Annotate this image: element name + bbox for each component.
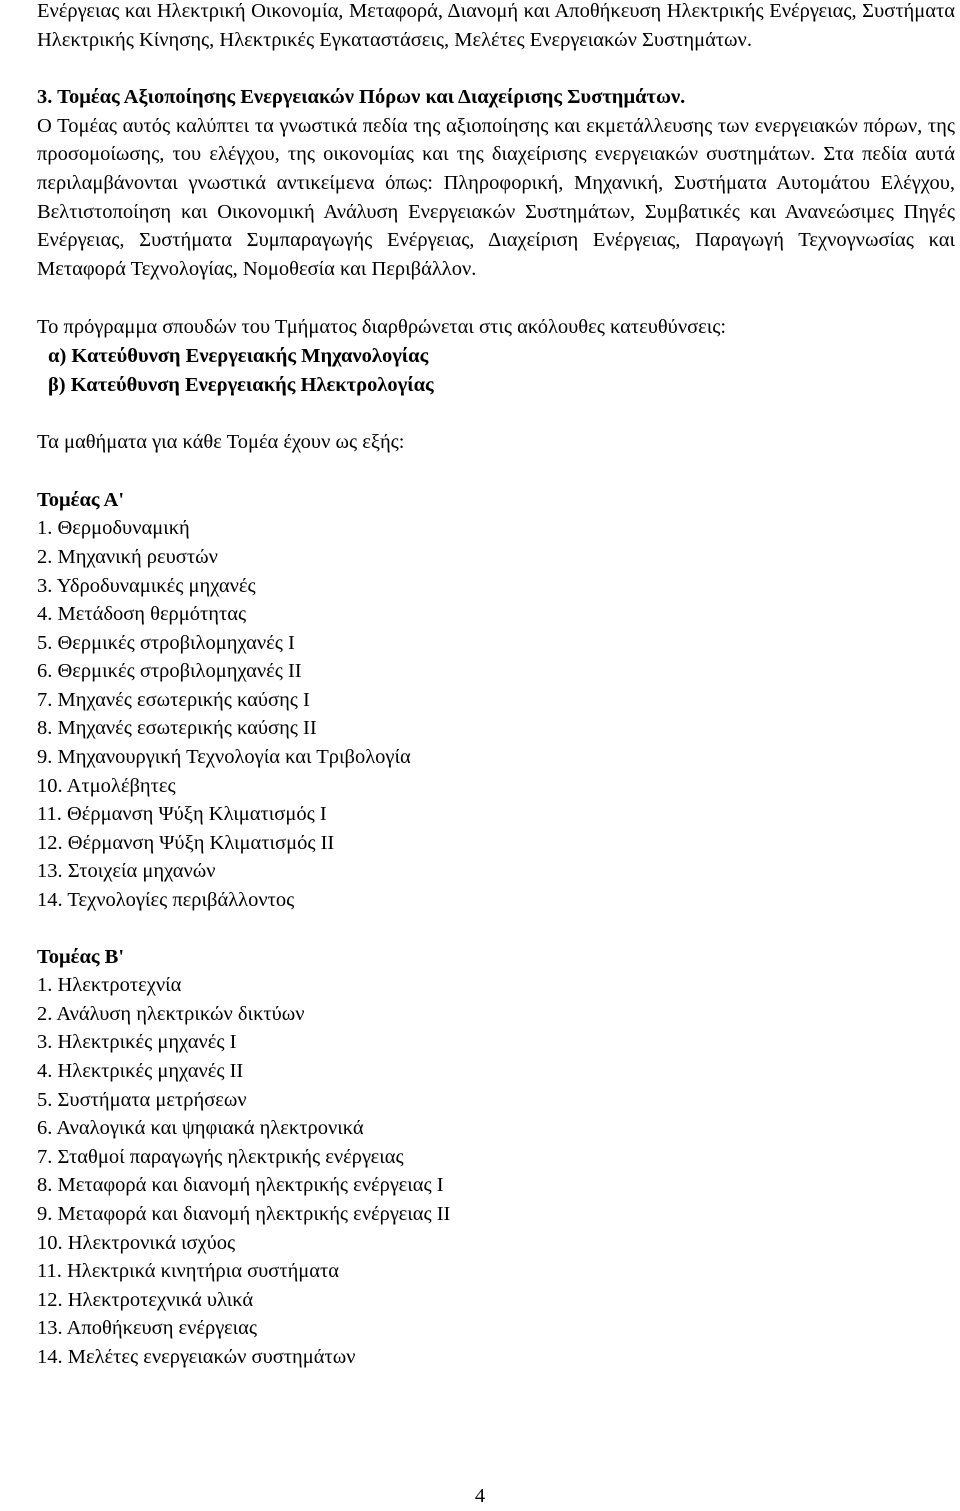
list-item: 10. Ατμολέβητες [37, 774, 176, 797]
page-number: 4 [474, 1485, 486, 1507]
list-item: 5. Θερμικές στροβιλομηχανές Ι [37, 631, 295, 654]
list-item: 7. Μηχανές εσωτερικής καύσης Ι [37, 688, 310, 711]
list-item: 8. Μηχανές εσωτερικής καύσης ΙΙ [37, 717, 317, 740]
list-item: 14. Μελέτες ενεργειακών συστημάτων [37, 1345, 356, 1368]
list-item: 4. Ηλεκτρικές μηχανές ΙΙ [37, 1060, 244, 1082]
list-item: 11. Θέρμανση Ψύξη Κλιματισμός Ι [37, 803, 327, 826]
list-item: 10. Ηλεκτρονικά ισχύος [37, 1231, 236, 1254]
list-item: 3. Ηλεκτρικές μηχανές Ι [37, 1031, 237, 1054]
orientation-mechanical: α) Κατεύθυνση Ενεργειακής Μηχανολογίας [48, 344, 429, 367]
list-item: 8. Μεταφορά και διανομή ηλεκτρικής ενέργειας Ι [37, 1174, 444, 1197]
section-3-body: Ο Τομέας αυτός καλύπτει τα γνωστικά πεδία της αξιοποίησης και εκμετάλλευσης των ενεργειακών πόρων, της προσομοίωσης, του ελέγχου, της οικονομίας και της διαχείρισης ενεργειακών συστημάτων. Στα πεδία αυτά περιλαμβάνονται γνωστικά αντικείμενα όπως: Πληροφορική, Μηχανική, Συστήματα Αυτομάτου Ελέγχου, Βελτιστοποίηση και Οικονομική Ανάλυση Ενεργειακών Συστημάτων, Συμβατικές και Ανανεώσιμες Πηγές Ενέργειας, Συστήματα Συμπαραγωγής Ενέργειας, Διαχείριση Ενέργειας, Παραγωγή Τεχνογνωσίας και Μεταφορά Τεχνολογίας, Νομοθεσία και Περιβάλλον. [37, 114, 955, 280]
list-item: 7. Σταθμοί παραγωγής ηλεκτρικής ενέργειας [37, 1145, 404, 1168]
list-item: 12. Θέρμανση Ψύξη Κλιματισμός ΙΙ [37, 831, 335, 854]
orientations-intro: Το πρόγραμμα σπουδών του Τμήματος διαρθρώνεται στις ακόλουθες κατευθύνσεις: [37, 316, 727, 339]
sector-a-title: Τομέας Α' [37, 488, 125, 511]
list-item: 13. Στοιχεία μηχανών [37, 860, 216, 883]
list-item: 9. Μεταφορά και διανομή ηλεκτρικής ενέργειας ΙΙ [37, 1202, 451, 1225]
section-3-heading: 3. Τομέας Αξιοποίησης Ενεργειακών Πόρων και Διαχείρισης Συστημάτων. [37, 86, 686, 109]
list-item: 12. Ηλεκτροτεχνικά υλικά [37, 1288, 254, 1311]
list-item: 6. Θερμικές στροβιλομηχανές ΙΙ [37, 660, 302, 683]
list-item: 2. Μηχανική ρευστών [37, 545, 218, 568]
sector-b-course-list [37, 971, 955, 1371]
courses-intro: Τα μαθήματα για κάθε Τομέα έχουν ως εξής: [37, 431, 405, 454]
list-item: 14. Τεχνολογίες περιβάλλοντος [37, 889, 295, 912]
list-item: 9. Μηχανουργική Τεχνολογία και Τριβολογία [37, 746, 411, 769]
list-item: 1. Ηλεκτροτεχνία [37, 974, 182, 997]
list-item: 2. Ανάλυση ηλεκτρικών δικτύων [37, 1002, 305, 1025]
list-item: 11. Ηλεκτρικά κινητήρια συστήματα [37, 1260, 339, 1283]
list-item: 4. Μετάδοση θερμότητας [37, 603, 247, 626]
document-page [37, 0, 955, 1372]
intro-paragraph: Ενέργειας και Ηλεκτρική Οικονομία, Μεταφορά, Διανομή και Αποθήκευση Ηλεκτρικής Ενέργειας, Συστήματα Ηλεκτρικής Κίνησης, Ηλεκτρικές Εγκαταστάσεις, Μελέτες Ενεργειακών Συστημάτων. [37, 0, 955, 51]
list-item: 3. Υδροδυναμικές μηχανές [37, 574, 256, 597]
sector-a-course-list [37, 514, 955, 914]
orientation-electrical: β) Κατεύθυνση Ενεργειακής Ηλεκτρολογίας [48, 373, 434, 396]
list-item: 5. Συστήματα μετρήσεων [37, 1088, 247, 1111]
sector-b-title: Τομέας Β' [37, 945, 125, 968]
list-item: 1. Θερμοδυναμική [37, 517, 190, 540]
list-item: 6. Αναλογικά και ψηφιακά ηλεκτρονικά [37, 1117, 364, 1140]
list-item: 13. Αποθήκευση ενέργειας [37, 1317, 257, 1340]
